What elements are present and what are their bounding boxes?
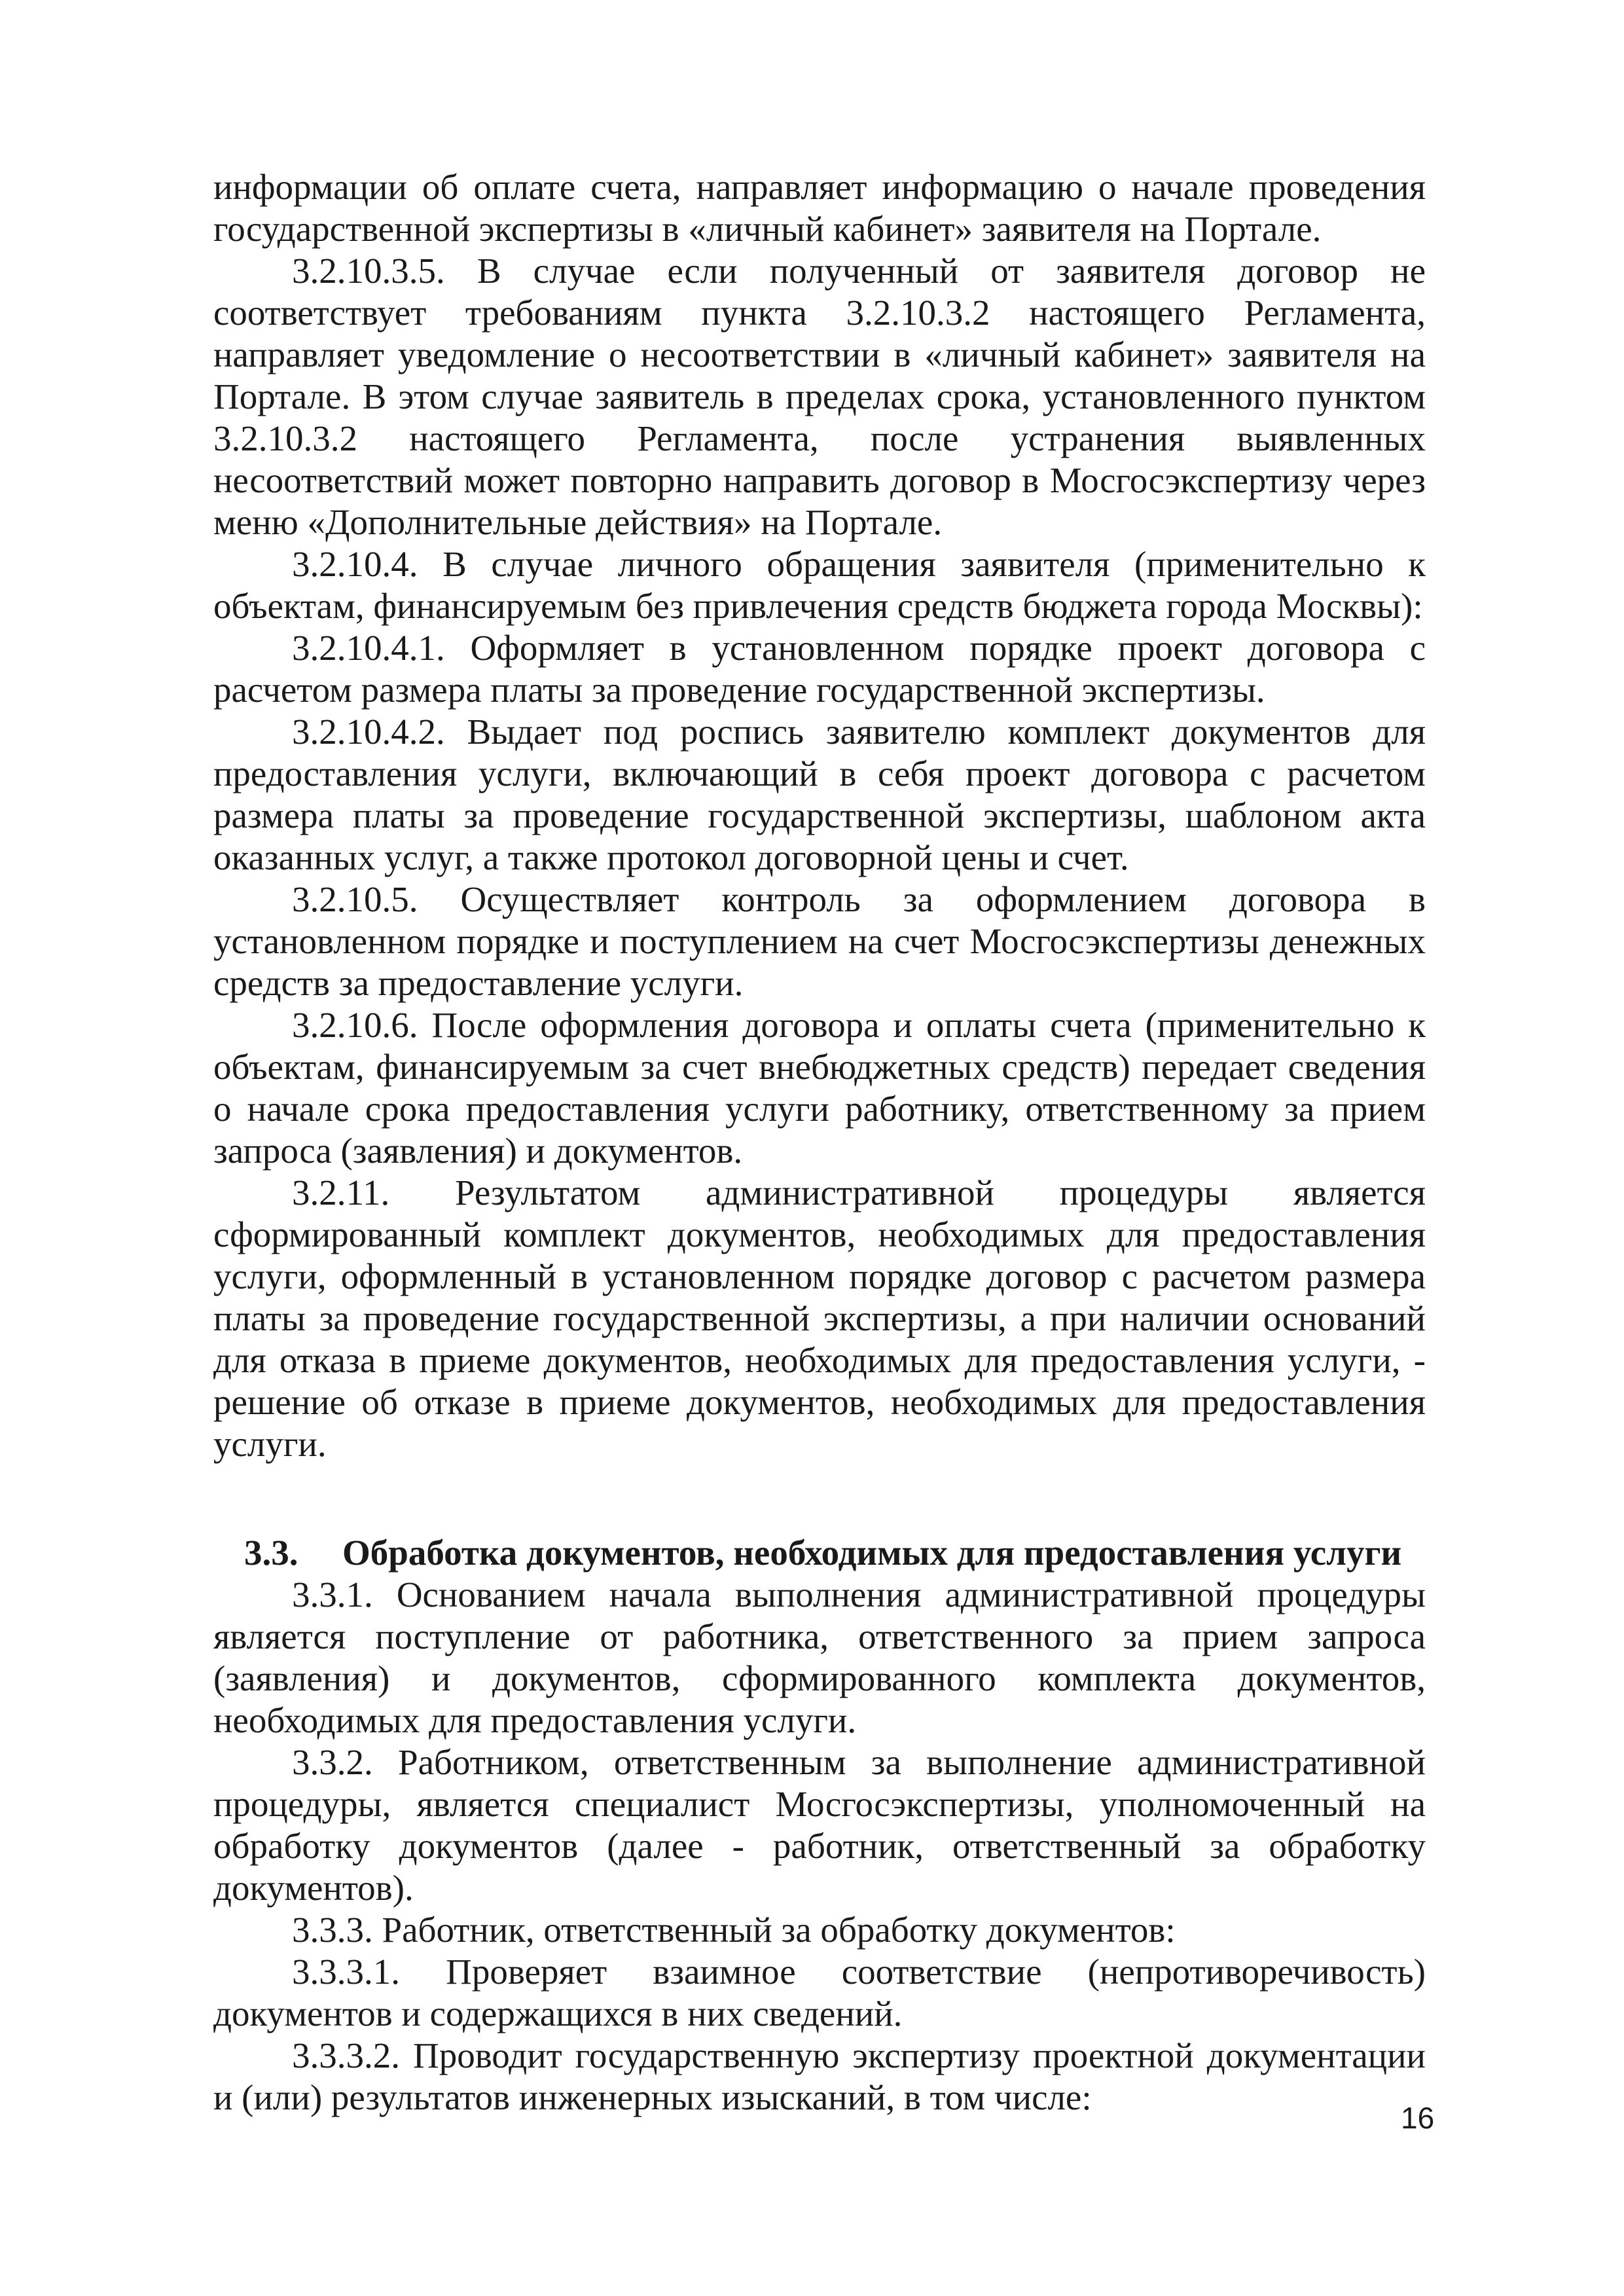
- paragraph-3-3-3-1: 3.3.3.1. Проверяет взаимное соответствие (непротиворечивость) документов и содержащихся в них сведений.: [213, 1952, 1426, 2033]
- paragraph-3-2-11: 3.2.11. Результатом административной процедуры является сформированный комплект документов, необходимых для предоставления услуги, оформленный в установленном порядке договор с расчетом размера платы за проведение государственной экспертизы, а при наличии оснований для отказа в приеме документов, необходимых для предоставления услуги, - решение об отказе в приеме документов, необходимых для предоставления услуги.: [213, 1173, 1426, 1464]
- paragraph-continuation: информации об оплате счета, направляет информацию о начале проведения государственной экспертизы в «личный кабинет» заявителя на Портале.: [213, 167, 1426, 249]
- page-number: 16: [1401, 2101, 1435, 2135]
- document-page: [213, 166, 1426, 2119]
- paragraph-3-3-1: 3.3.1. Основанием начала выполнения административной процедуры является поступление от работника, ответственного за прием запроса (заявления) и документов, сформированного комплекта документов, необходимых для предоставления услуги.: [213, 1575, 1426, 1740]
- paragraph-3-3-3-2: 3.3.3.2. Проводит государственную экспертизу проектной документации и (или) результатов инженерных изысканий, в том числе:: [213, 2035, 1426, 2117]
- section-number: 3.3.: [244, 1533, 298, 1573]
- paragraph-3-2-10-3-5: 3.2.10.3.5. В случае если полученный от заявителя договор не соответствует требованиям пункта 3.2.10.3.2 настоящего Регламента, направляет уведомление о несоответствии в «личный кабинет» заявителя на Портале. В этом случае заявитель в пределах срока, установленного пунктом 3.2.10.3.2 настоящего Регламента, после устранения выявленных несоответствий может повторно направить договор в Мосгосэкспертизу через меню «Дополнительные действия» на Портале.: [213, 251, 1426, 542]
- section-title: Обработка документов, необходимых для предоставления услуги: [342, 1533, 1402, 1573]
- paragraph-3-2-10-4-1: 3.2.10.4.1. Оформляет в установленном порядке проект договора с расчетом размера платы за проведение государственной экспертизы.: [213, 628, 1426, 710]
- section-heading: [244, 1532, 1426, 1574]
- paragraph-3-2-10-4: 3.2.10.4. В случае личного обращения заявителя (применительно к объектам, финансируемым без привлечения средств бюджета города Москвы):: [213, 544, 1426, 626]
- paragraph-3-2-10-4-2: 3.2.10.4.2. Выдает под роспись заявителю комплект документов для предоставления услуги, включающий в себя проект договора с расчетом размера платы за проведение государственной экспертизы, шаблоном акта оказанных услуг, а также протокол договорной цены и счет.: [213, 712, 1426, 877]
- paragraph-3-3-2: 3.3.2. Работником, ответственным за выполнение административной процедуры, является специалист Мосгосэкспертизы, уполномоченный на обработку документов (далее - работник, ответственный за обработку документов).: [213, 1742, 1426, 1908]
- paragraph-3-2-10-6: 3.2.10.6. После оформления договора и оплаты счета (применительно к объектам, финансируемым за счет внебюджетных средств) передает сведения о начале срока предоставления услуги работнику, ответственному за прием запроса (заявления) и документов.: [213, 1005, 1426, 1171]
- paragraph-3-3-3: 3.3.3. Работник, ответственный за обработку документов:: [292, 1910, 1176, 1950]
- paragraph-3-2-10-5: 3.2.10.5. Осуществляет контроль за оформлением договора в установленном порядке и поступлением на счет Мосгосэкспертизы денежных средств за предоставление услуги.: [213, 879, 1426, 1003]
